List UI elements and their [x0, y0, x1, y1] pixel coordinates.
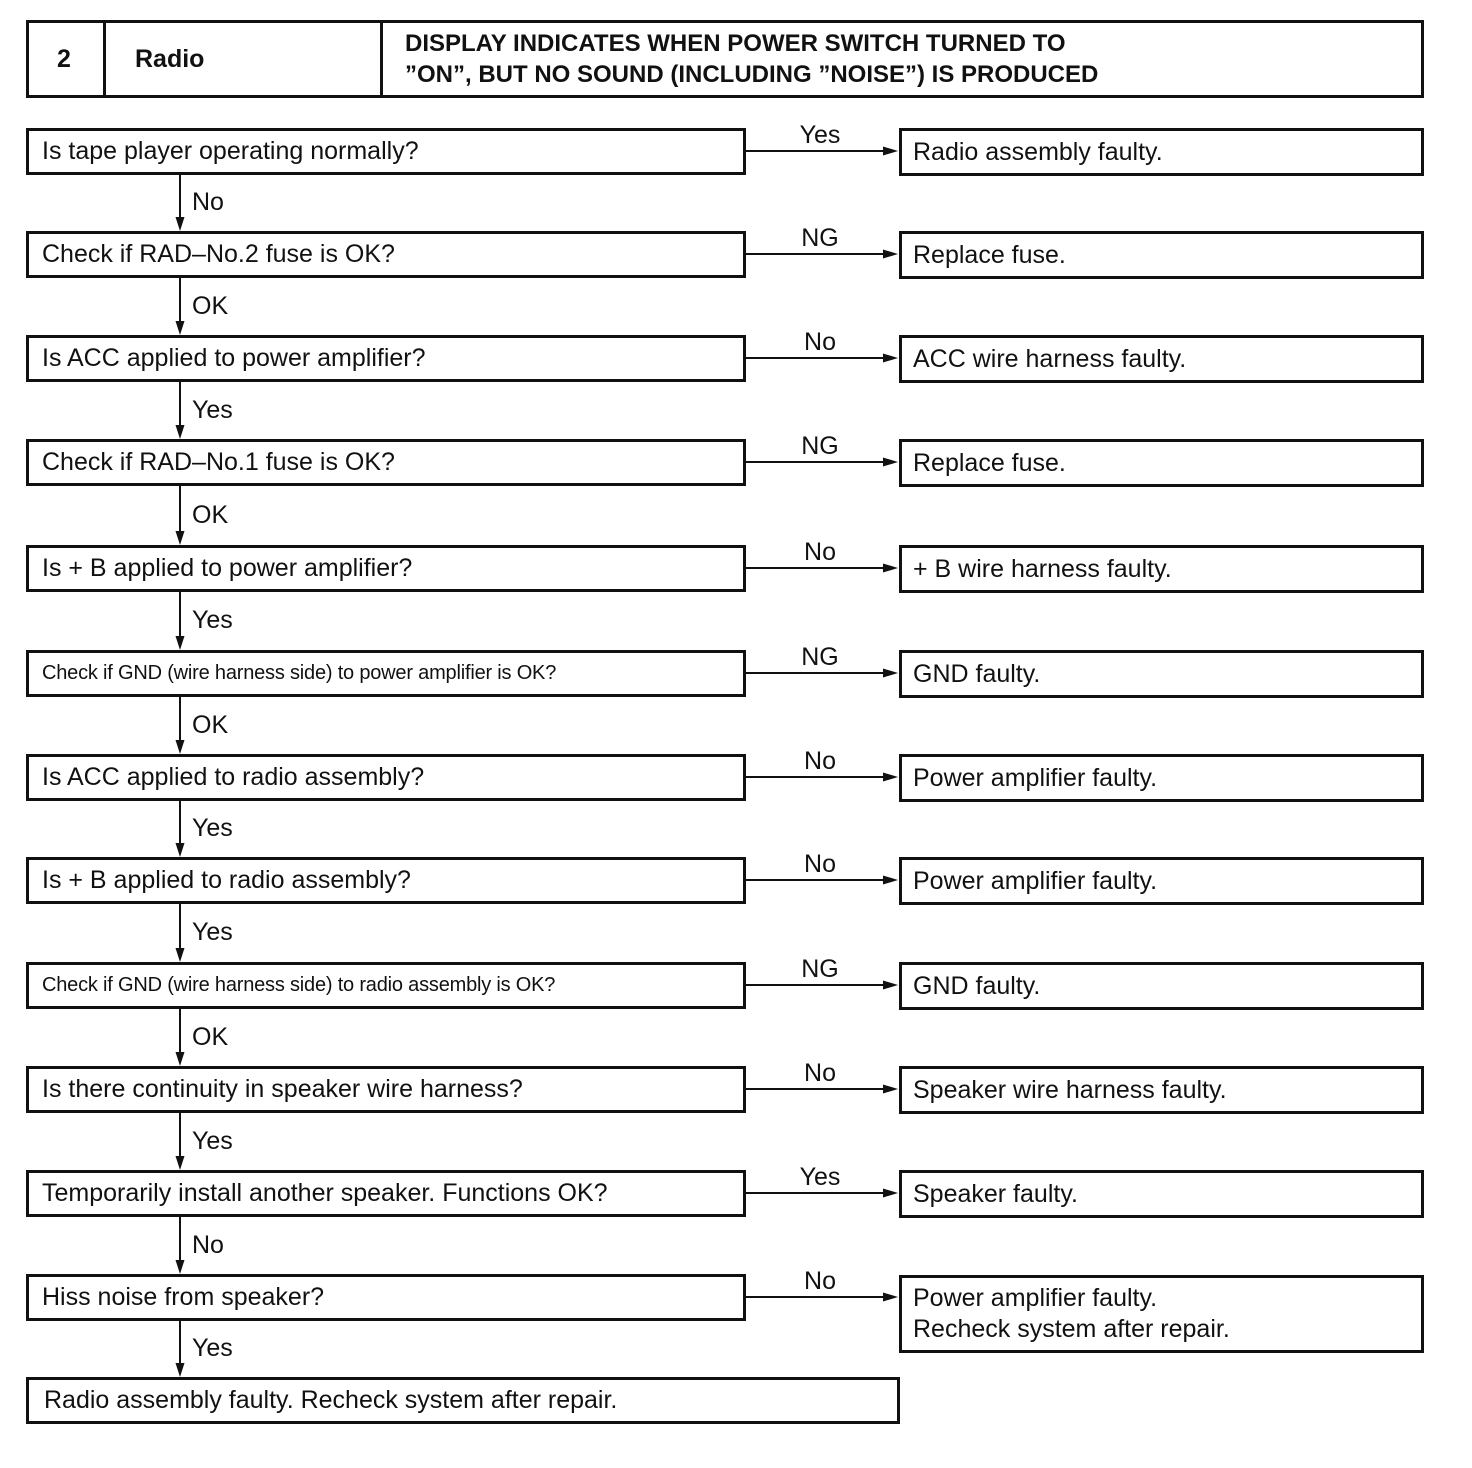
- step-11-next-arrow: [176, 1217, 185, 1274]
- step-10-next-label: Yes: [192, 1127, 233, 1155]
- step-4-result-box: [899, 439, 1424, 487]
- step-5-next-arrow: [176, 592, 185, 650]
- step-5-result-text: + B wire harness faulty.: [913, 554, 1172, 583]
- step-12-question-text: Hiss noise from speaker?: [42, 1283, 325, 1311]
- step-8-branch-label: No: [804, 850, 836, 878]
- step-8-question-box: [26, 857, 746, 904]
- step-11-next-label: No: [192, 1231, 224, 1259]
- step-5-branch-label: No: [804, 538, 836, 566]
- step-7-branch-label: No: [804, 747, 836, 775]
- step-2-question-box: [26, 231, 746, 278]
- step-4-result-text: Replace fuse.: [913, 448, 1066, 477]
- step-2-next-arrow: [176, 278, 185, 335]
- step-7-result-box: [899, 754, 1424, 802]
- step-6-next-label: OK: [192, 711, 229, 739]
- system-name: Radio: [106, 23, 383, 95]
- step-3-question-box: [26, 335, 746, 382]
- step-4-question-box: [26, 439, 746, 486]
- step-6-next-arrow: [176, 697, 185, 754]
- step-6-result-box: [899, 650, 1424, 698]
- step-12-branch-label: No: [804, 1267, 836, 1295]
- symptom-title: [383, 23, 1421, 95]
- step-10-result-text: Speaker wire harness faulty.: [913, 1075, 1227, 1104]
- step-3-result-text: ACC wire harness faulty.: [913, 344, 1187, 373]
- step-11-question-box: [26, 1170, 746, 1217]
- step-9-next-label: OK: [192, 1023, 229, 1051]
- step-12-next-arrow: [176, 1321, 185, 1377]
- step-1-branch-label: Yes: [799, 121, 841, 149]
- step-2-question-text: Check if RAD–No.2 fuse is OK?: [42, 240, 395, 268]
- step-7-next-label: Yes: [192, 814, 233, 842]
- final-result-box: [26, 1377, 900, 1424]
- step-6-question-text: Check if GND (wire harness side) to power amplifier is OK?: [42, 662, 557, 684]
- step-10-question-box: [26, 1066, 746, 1113]
- step-12-result-note: Recheck system after repair.: [913, 1315, 1230, 1343]
- step-3-question-text: Is ACC applied to power amplifier?: [42, 344, 426, 372]
- step-5-next-label: Yes: [192, 606, 233, 634]
- step-7-question-box: [26, 754, 746, 801]
- step-5-question-text: Is + B applied to power amplifier?: [42, 554, 413, 582]
- step-1-next-arrow: [176, 175, 185, 231]
- step-7-next-arrow: [176, 801, 185, 857]
- step-4-next-arrow: [176, 486, 185, 545]
- symptom-line-1: DISPLAY INDICATES WHEN POWER SWITCH TURNED TO: [405, 30, 1066, 57]
- step-6-result-text: GND faulty.: [913, 659, 1041, 688]
- step-12-result-text: Power amplifier faulty.: [913, 1284, 1158, 1312]
- step-9-branch-label: NG: [801, 955, 839, 983]
- step-6-branch-label: NG: [801, 643, 839, 671]
- step-8-next-arrow: [176, 904, 185, 962]
- step-8-result-box: [899, 857, 1424, 905]
- symptom-line-2: ”ON”, BUT NO SOUND (INCLUDING ”NOISE”) IS PRODUCED: [405, 61, 1099, 88]
- step-6-question-box: [26, 650, 746, 697]
- step-4-question-text: Check if RAD–No.1 fuse is OK?: [42, 448, 395, 476]
- step-9-question-text: Check if GND (wire harness side) to radio assembly is OK?: [42, 974, 556, 996]
- step-2-branch-label: NG: [801, 224, 839, 252]
- step-1-next-label: No: [192, 188, 224, 216]
- step-8-question-text: Is + B applied to radio assembly?: [42, 866, 411, 894]
- step-3-branch-label: No: [804, 328, 836, 356]
- step-10-branch-label: No: [804, 1059, 836, 1087]
- step-10-result-box: [899, 1066, 1424, 1114]
- step-3-next-label: Yes: [192, 396, 233, 424]
- step-10-question-text: Is there continuity in speaker wire harness?: [42, 1075, 523, 1103]
- step-7-result-text: Power amplifier faulty.: [913, 763, 1158, 792]
- problem-number: 2: [29, 23, 106, 95]
- step-1-result-text: Radio assembly faulty.: [913, 137, 1163, 166]
- step-8-next-label: Yes: [192, 918, 233, 946]
- step-11-branch-label: Yes: [799, 1163, 841, 1191]
- step-12-question-box: [26, 1274, 746, 1321]
- step-2-result-box: [899, 231, 1424, 279]
- step-12-next-label: Yes: [192, 1334, 233, 1362]
- step-2-next-label: OK: [192, 292, 229, 320]
- step-9-result-box: [899, 962, 1424, 1010]
- step-7-question-text: Is ACC applied to radio assembly?: [42, 763, 425, 791]
- final-result-text: Radio assembly faulty. Recheck system after repair.: [44, 1386, 618, 1414]
- step-5-result-box: [899, 545, 1424, 593]
- step-5-question-box: [26, 545, 746, 592]
- step-1-result-box: [899, 128, 1424, 176]
- header-table: [26, 20, 1424, 98]
- step-9-result-text: GND faulty.: [913, 971, 1041, 1000]
- step-3-result-box: [899, 335, 1424, 383]
- step-11-result-box: [899, 1170, 1424, 1218]
- step-1-question-box: [26, 128, 746, 175]
- step-10-next-arrow: [176, 1113, 185, 1170]
- step-4-branch-label: NG: [801, 432, 839, 460]
- step-3-next-arrow: [176, 382, 185, 439]
- step-11-question-text: Temporarily install another speaker. Functions OK?: [42, 1179, 608, 1207]
- step-12-result-box: [899, 1275, 1424, 1353]
- step-4-next-label: OK: [192, 501, 229, 529]
- step-2-result-text: Replace fuse.: [913, 240, 1066, 269]
- step-9-next-arrow: [176, 1009, 185, 1066]
- step-9-question-box: [26, 962, 746, 1009]
- step-11-result-text: Speaker faulty.: [913, 1179, 1078, 1208]
- step-1-question-text: Is tape player operating normally?: [42, 137, 419, 165]
- step-8-result-text: Power amplifier faulty.: [913, 866, 1158, 895]
